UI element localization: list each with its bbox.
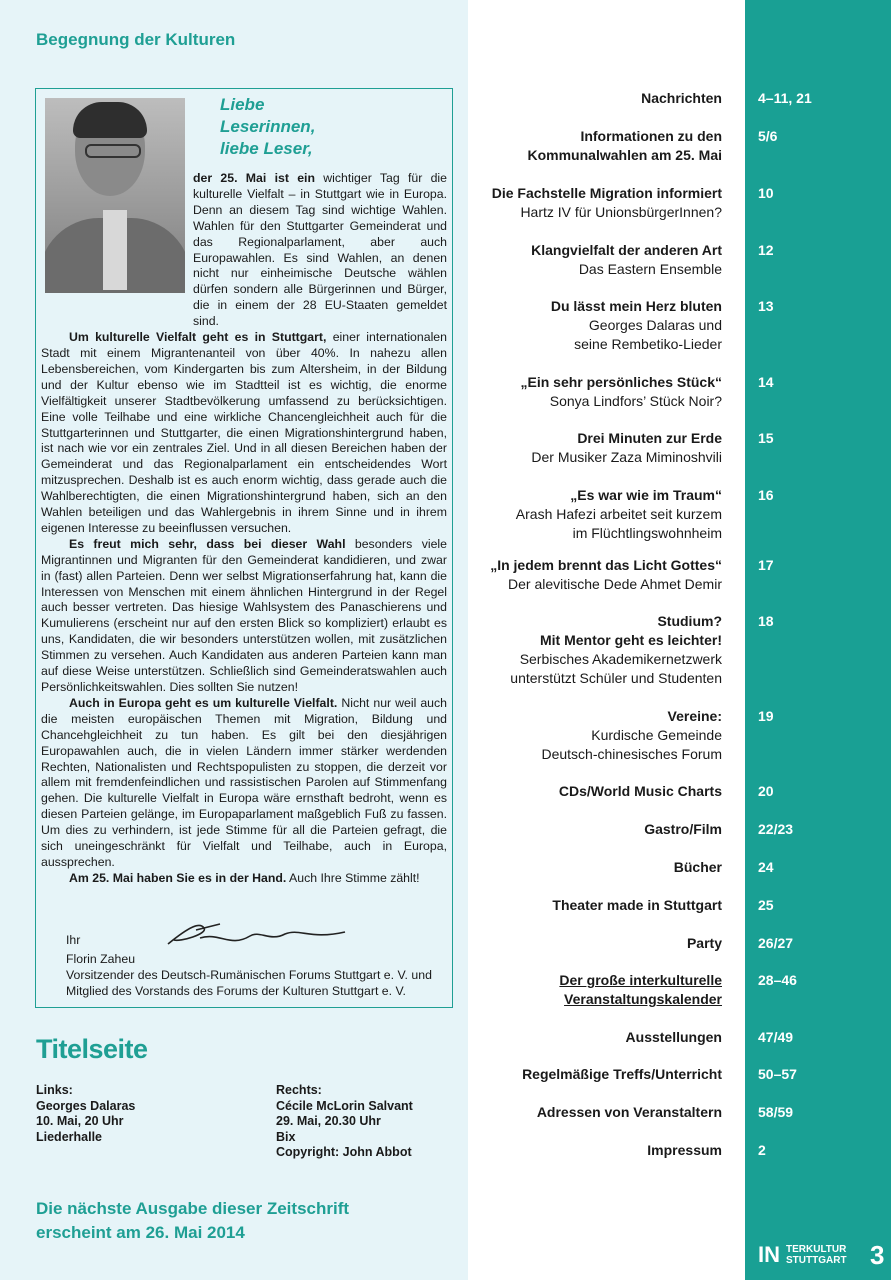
toc-page-number: 24 <box>758 859 774 875</box>
toc-entry-subtitle: Sonya Lindfors’ Stück Noir? <box>549 393 722 409</box>
toc-entry-subtitle: Der alevitische Dede Ahmet Demir <box>508 576 722 592</box>
toc-entry <box>559 971 722 1009</box>
letter-greeting <box>220 94 315 160</box>
letter-paragraph <box>41 171 447 330</box>
toc-entry <box>552 896 722 915</box>
paragraph-lead: Am 25. Mai haben Sie es in der Hand. <box>69 870 287 885</box>
toc-entry-title: Theater made in Stuttgart <box>552 897 722 913</box>
toc-entry <box>492 184 722 222</box>
letter-paragraph <box>41 330 447 537</box>
caption-line: Bix <box>276 1129 296 1144</box>
toc-entry-title: „In jedem brennt das Licht Gottes“ <box>490 557 722 573</box>
toc-entry <box>687 934 722 953</box>
toc-entry-title: Klangvielfalt der anderen Art <box>531 242 722 258</box>
toc-entry-title: Mit Mentor geht es leichter! <box>539 632 722 648</box>
greeting-line: Leserinnen, <box>220 117 316 136</box>
toc-entry-title: Bücher <box>673 859 722 875</box>
toc-entry-title: Drei Minuten zur Erde <box>577 430 722 446</box>
caption-line: Links: <box>36 1083 73 1097</box>
paragraph-text: Auch Ihre Stimme zählt! <box>286 870 420 885</box>
toc-entry-title: Der große interkulturelle <box>559 972 722 988</box>
toc-entry <box>516 486 722 543</box>
toc-entry-title: „Es war wie im Traum“ <box>570 487 722 503</box>
toc-page-number: 22/23 <box>758 821 794 837</box>
toc-entry-subtitle: im Flüchtlingswohnheim <box>572 525 722 541</box>
toc-page-number: 28–46 <box>758 972 797 988</box>
next-issue-notice <box>36 1197 349 1245</box>
toc-page-number: 26/27 <box>758 935 794 951</box>
toc-entry-title: Ausstellungen <box>625 1029 722 1045</box>
toc-entry-title: Kommunalwahlen am 25. Mai <box>527 147 722 163</box>
toc-entry-title: Die Fachstelle Migration informiert <box>491 185 722 201</box>
toc-entry <box>644 820 722 839</box>
letter-body <box>41 171 447 887</box>
greeting-line: Liebe <box>220 95 265 114</box>
toc-entry-title: „Ein sehr persönliches Stück“ <box>520 374 722 390</box>
toc-page-number: 17 <box>758 557 774 573</box>
toc-entry-title: Regelmäßige Treffs/Unterricht <box>522 1066 722 1082</box>
cover-caption-right <box>276 1083 413 1161</box>
toc-entry <box>520 373 722 411</box>
paragraph-lead: Um kulturelle Vielfalt geht es in Stuttgart, <box>69 330 327 345</box>
toc-entry <box>531 241 722 279</box>
toc-page-number: 13 <box>758 298 774 314</box>
cover-title: Titelseite <box>36 1034 148 1064</box>
toc-entry <box>541 707 722 764</box>
toc-entry-subtitle: Deutsch-chinesisches Forum <box>541 746 722 762</box>
signature-block <box>66 932 432 999</box>
toc-page-number: 4–11, 21 <box>758 90 812 106</box>
caption-line: Georges Dalaras <box>36 1098 136 1113</box>
caption-line: 10. Mai, 20 Uhr <box>36 1114 124 1128</box>
caption-line: Copyright: John Abbot <box>276 1145 412 1159</box>
toc-entry-title: Nachrichten <box>641 90 722 106</box>
toc-page-number: 58/59 <box>758 1104 794 1120</box>
toc-entry-title: Adressen von Veranstaltern <box>536 1104 722 1120</box>
toc-entry-title: Veranstaltungskalender <box>564 991 722 1007</box>
page-number: 3 <box>870 1240 885 1270</box>
toc-entry <box>522 1065 722 1084</box>
toc-entry-title: Party <box>686 935 722 951</box>
toc-entry-title: Studium? <box>657 613 722 629</box>
toc-entry <box>674 858 722 877</box>
toc-entry-subtitle: Serbisches Akademikernetzwerk <box>519 651 722 667</box>
toc-entry-title: Du lässt mein Herz bluten <box>550 298 722 314</box>
toc-entry-subtitle: Arash Hafezi arbeitet seit kurzem <box>515 506 722 522</box>
toc-entry <box>490 556 722 594</box>
notice-line: erscheint am 26. Mai 2014 <box>36 1223 245 1242</box>
toc-entry-subtitle: Hartz IV für UnionsbürgerInnen? <box>520 204 722 220</box>
paragraph-text: besonders viele Migrantinnen und Migranten für den Gemeinderat kandidieren, und zwar in (fast) allen Parteien. Denn wer selbst Migrationserfahrung hat, kann die Interessen von Menschen mit einem ähnlichen Hintergrund in der Regel auch besser vertreten. Das hiesige Wahlsystem des Panaschierens und Kumulierens (erscheint nur auf den ersten Blick so kompliziert) erlaubt es uns, Kandidaten, die wir besonders unterstützen wollen, mit zusätzlichen Stimmen zu versehen. Auch Kandidaten aus anderen Parteien kann man auf diese Weise unterstützen. Schließlich sind Gemeinderatswahlen auch Persönlichkeitswahlen. Dies sollten Sie nutzen! <box>41 536 447 694</box>
caption-line: 29. Mai, 20.30 Uhr <box>276 1114 381 1128</box>
toc-page-number: 20 <box>758 783 774 799</box>
toc-page-number: 25 <box>758 897 774 913</box>
toc-page-number: 14 <box>758 374 774 390</box>
toc-entry-title: Vereine: <box>667 708 722 724</box>
toc-entry-title: Impressum <box>647 1142 722 1158</box>
logo-text: TERKULTUR STUTTGART <box>786 1244 847 1266</box>
toc-entry <box>559 782 722 801</box>
toc-page-number: 12 <box>758 242 774 258</box>
signature-role: Vorsitzender des Deutsch-Rumänischen Forums Stuttgart e. V. und <box>66 968 432 982</box>
toc-entry <box>531 429 722 467</box>
signature-name: Florin Zaheu <box>66 952 136 966</box>
toc-page-number: 10 <box>758 185 774 201</box>
letter-paragraph <box>41 871 447 887</box>
toc-entry <box>641 89 722 108</box>
toc-entry-title: CDs/World Music Charts <box>558 783 722 799</box>
toc-page-number: 16 <box>758 487 774 503</box>
notice-line: Die nächste Ausgabe dieser Zeitschrift <box>36 1199 350 1218</box>
paragraph-text: wichtiger Tag für die kulturelle Vielfalt – in Stuttgart wie in Europa. Denn an diesem Tag sind wichtige Wahlen. Wahlen für den Stuttgarter Gemeinderat und das Regionalparlament, aber auch Europawahlen. Es sind Wahlen, an denen nicht nur einheimische Deutsche wählen dürfen sondern alle Bürgerinnen und Bürger, die in einem der 28 EU-Staaten gemeldet sind. <box>193 171 447 329</box>
toc-entry-subtitle: Kurdische Gemeinde <box>591 727 722 743</box>
toc-entry-title: Informationen zu den <box>580 128 722 144</box>
toc-page-number: 18 <box>758 613 774 629</box>
toc-entry-title: Gastro/Film <box>644 821 722 837</box>
toc-entry <box>626 1028 722 1047</box>
toc-entry <box>537 1103 722 1122</box>
paragraph-lead: der 25. Mai ist ein <box>193 171 315 185</box>
caption-line: Liederhalle <box>36 1129 102 1144</box>
toc-entry-subtitle: Der Musiker Zaza Miminoshvili <box>531 449 722 465</box>
cover-caption-left <box>36 1083 135 1145</box>
letter-paragraph <box>41 696 447 871</box>
toc-page-number: 47/49 <box>758 1029 794 1045</box>
toc-entry <box>551 297 722 354</box>
toc-entry-subtitle: Das Eastern Ensemble <box>578 261 722 277</box>
toc-page-number: 19 <box>758 708 774 724</box>
signature-role: Mitglied des Vorstands des Forums der Kulturen Stuttgart e. V. <box>66 984 406 998</box>
caption-line: Cécile McLorin Salvant <box>276 1098 413 1113</box>
toc-entry-subtitle: unterstützt Schüler und Studenten <box>510 670 722 686</box>
toc-entry-subtitle: seine Rembetiko-Lieder <box>574 336 722 352</box>
toc-entry <box>528 127 723 165</box>
toc-page-number: 5/6 <box>758 128 778 144</box>
paragraph-lead: Auch in Europa geht es um kulturelle Vielfalt. <box>69 695 338 710</box>
letter-paragraph <box>41 537 447 696</box>
toc-entry <box>510 612 722 688</box>
caption-line: Rechts: <box>276 1083 322 1097</box>
paragraph-lead: Es freut mich sehr, dass bei dieser Wahl <box>69 536 346 551</box>
toc-page-number: 2 <box>758 1142 766 1158</box>
logo-in: IN <box>758 1242 780 1267</box>
section-title: Begegnung der Kulturen <box>36 30 236 49</box>
toc-entry-subtitle: Georges Dalaras und <box>588 317 722 333</box>
greeting-line: liebe Leser, <box>220 139 313 158</box>
toc-page-number: 15 <box>758 430 774 446</box>
signature-line: Ihr <box>66 933 81 947</box>
toc-entry <box>647 1141 722 1160</box>
paragraph-text: einer internationalen Stadt mit einem Migrantenanteil von über 40%. In nahezu allen Lebensbereichen, vom Kindergarten bis zum Altersheim, in der Bildung und der Kultur ebenso wie im Stadtteil ist es wichtig, die enorme Vielfältigkeit unserer Stadtbevölkerung umfassend zu berücksichtigen. Eine volle Teilhabe und eine wirkliche Chancengleichheit auch für die Stuttgarterinnen und Stuttgarter, die einen Migrationshintergrund haben, ist nach wie vor ein zentrales Ziel. Und in all diesen Bereichen haben der Gemeinderat und das Regionalparlament ein entscheidendes Wort mitzusprechen. Deshalb ist es auch enorm wichtig, dass gerade auch die Wahlberechtigten, die einen Migrationshintergrund haben, sich an den Wahlen beteiligen und das Wahlergebnis in ihrem Sinne und in ihrem eigenen Interesse zu beeinflussen versuchen. <box>41 330 447 535</box>
paragraph-text: Nicht nur weil auch die meisten europäischen Themen mit Migration, Bildung und Chancehgleichheit zu tun haben. Es gilt bei den diesjährigen Europawahlen auch, die in vielen Ländern immer stärker werdenden Rechten, Nationalisten und Rechtspopulisten zu stoppen, die derzeit vor allem mit fremdenfeindlichen und rassistischen Parolen auf Stimmenfang gehen. Die kulturelle Vielfalt in Europa wäre ernsthaft bedroht, wenn es diesen Parteien gelänge, im Europaparlament maßgeblich Fuß zu fassen. Um dies zu verhindern, ist jede Stimme für all die Parteien gefragt, die sich uneingeschränkt für Vielfalt und Teilhabe, auch in Europa, aussprechen. <box>41 695 447 869</box>
toc-page-number: 50–57 <box>758 1066 797 1082</box>
